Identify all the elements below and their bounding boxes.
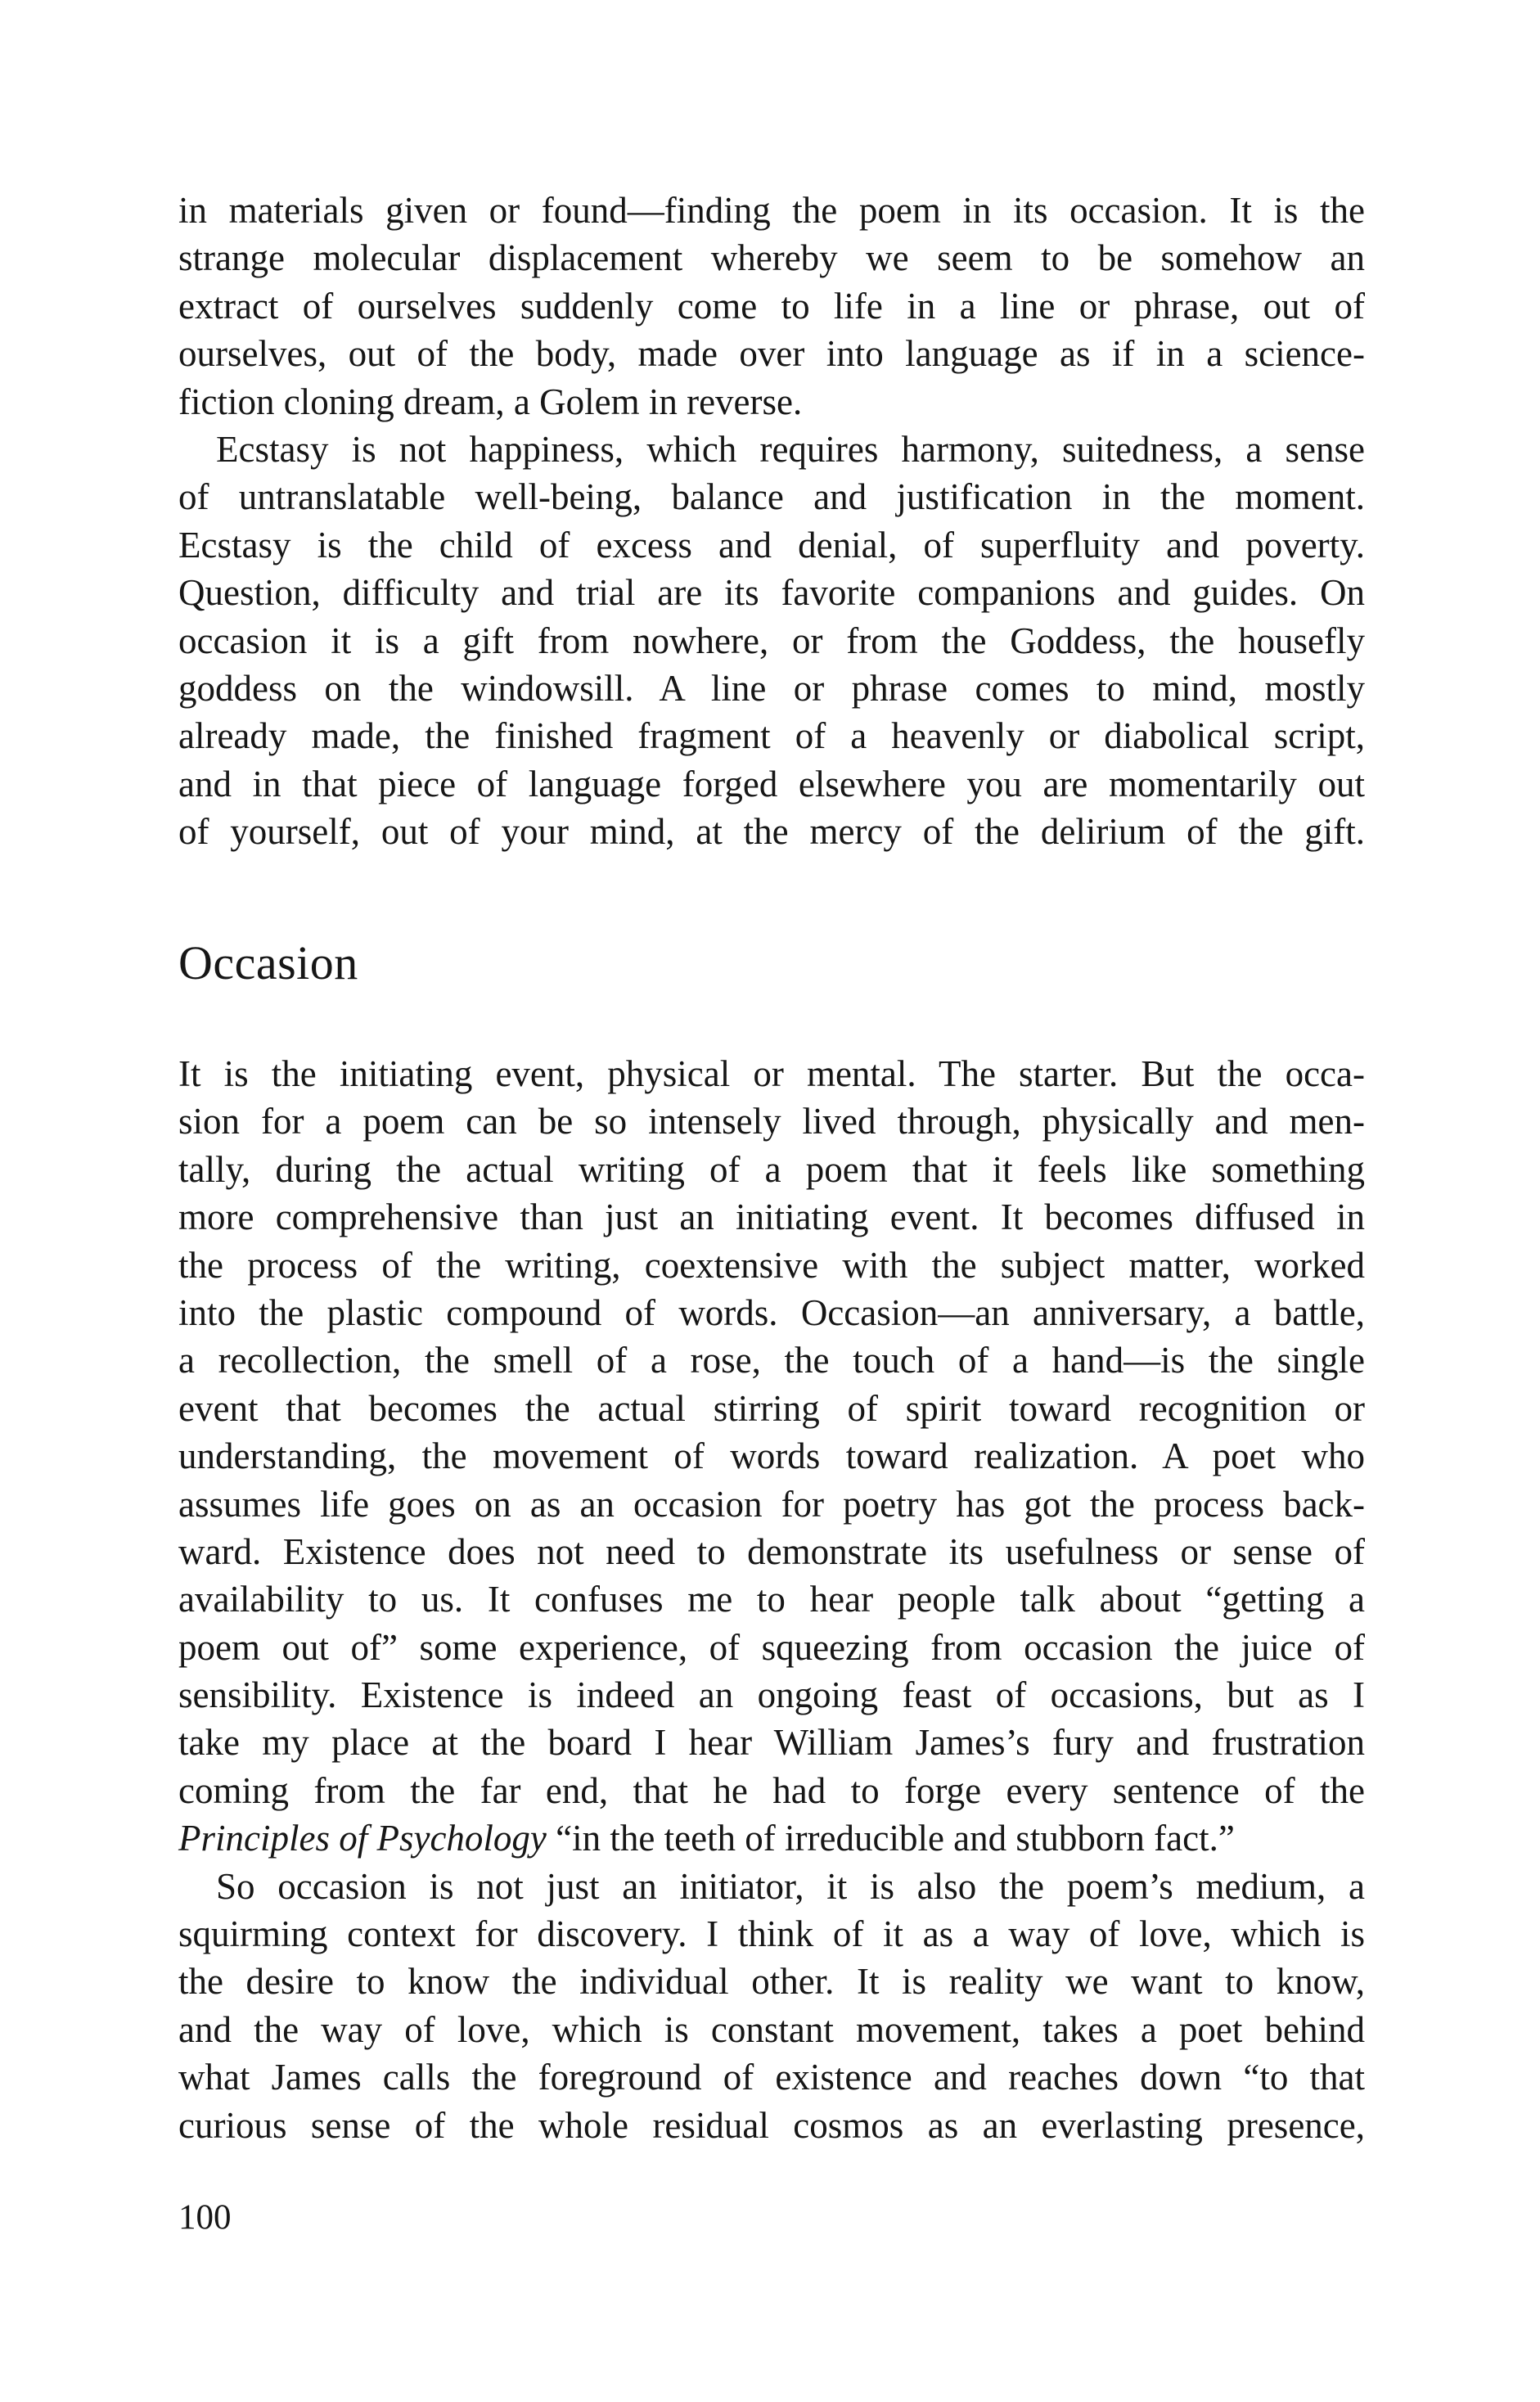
text-line: Question, difficulty and trial are its favorite companions and guides. On bbox=[178, 572, 1365, 614]
text-line: what James calls the foreground of existence and reaches down “to that bbox=[178, 2057, 1365, 2098]
text-line: fiction cloning dream, a Golem in reverse. bbox=[178, 381, 803, 422]
text-line: of yourself, out of your mind, at the mercy of the delirium of the gift. bbox=[178, 811, 1365, 853]
text-line: already made, the finished fragment of a heavenly or diabolical script, bbox=[178, 715, 1365, 757]
text-line: a recollection, the smell of a rose, the touch of a hand—is the single bbox=[178, 1340, 1365, 1381]
text-line: ward. Existence does not need to demonstrate its usefulness or sense of bbox=[178, 1530, 1365, 1572]
quote-text: “in the teeth of irreducible and stubborn fact.” bbox=[546, 1818, 1235, 1859]
text-line: sensibility. Existence is indeed an ongoing feast of occasions, but as I bbox=[178, 1674, 1365, 1716]
text-line: in materials given or found—finding the poem in its occasion. It is the bbox=[178, 190, 1365, 231]
section-text bbox=[178, 1050, 1365, 2149]
text-line: availability to us. It confuses me to hear people talk about “getting a bbox=[178, 1579, 1365, 1620]
text-line-with-title bbox=[178, 1814, 1365, 1862]
text-line: the process of the writing, coextensive with the subject matter, worked bbox=[178, 1244, 1365, 1286]
text-line: understanding, the movement of words toward realization. A poet who bbox=[178, 1435, 1365, 1477]
text-line: and in that piece of language forged elsewhere you are momentarily out bbox=[178, 763, 1365, 804]
text-line: and the way of love, which is constant movement, takes a poet behind bbox=[178, 2008, 1365, 2050]
text-line: strange molecular displacement whereby we seem to be somehow an bbox=[178, 237, 1365, 279]
text-line: Ecstasy is the child of excess and denial, of superfluity and poverty. bbox=[178, 524, 1365, 566]
text-line: the desire to know the individual other. It is reality we want to know, bbox=[178, 1961, 1365, 2003]
text-line: curious sense of the whole residual cosmos as an everlasting presence, bbox=[178, 2104, 1365, 2146]
text-line: sion for a poem can be so intensely lived through, physically and men- bbox=[178, 1101, 1365, 1142]
text-line: occasion it is a gift from nowhere, or from the Goddess, the housefly bbox=[178, 620, 1365, 661]
text-line: into the plastic compound of words. Occasion—an anniversary, a battle, bbox=[178, 1291, 1365, 1333]
text-line: goddess on the windowsill. A line or phrase comes to mind, mostly bbox=[178, 667, 1365, 709]
text-line: take my place at the board I hear William James’s fury and frustration bbox=[178, 1722, 1365, 1764]
text-line: coming from the far end, that he had to forge every sentence of the bbox=[178, 1769, 1365, 1811]
text-line: Ecstasy is not happiness, which requires harmony, suitedness, a sense bbox=[216, 428, 1365, 470]
text-line: extract of ourselves suddenly come to life in a line or phrase, out of bbox=[178, 285, 1365, 327]
text-line: tally, during the actual writing of a poem that it feels like something bbox=[178, 1148, 1365, 1190]
text-line: So occasion is not just an initiator, it is also the poem’s medium, a bbox=[216, 1865, 1365, 1907]
page-number: 100 bbox=[178, 2198, 232, 2237]
text-line: poem out of” some experience, of squeezing from occasion the juice of bbox=[178, 1626, 1365, 1668]
text-line: of untranslatable well-being, balance and justification in the moment. bbox=[178, 476, 1365, 518]
text-line: squirming context for discovery. I think of it as a way of love, which is bbox=[178, 1913, 1365, 1955]
text-line: event that becomes the actual stirring of spirit toward recognition or bbox=[178, 1387, 1365, 1429]
intro-text bbox=[178, 187, 1365, 855]
text-line: It is the initiating event, physical or mental. The starter. But the occa- bbox=[178, 1053, 1365, 1094]
text-line: assumes life goes on as an occasion for poetry has got the process back- bbox=[178, 1483, 1365, 1525]
book-title: Principles of Psychology bbox=[178, 1818, 547, 1859]
text-line: ourselves, out of the body, made over into language as if in a science- bbox=[178, 333, 1365, 375]
section-heading: Occasion bbox=[178, 936, 358, 989]
text-line: more comprehensive than just an initiating event. It becomes diffused in bbox=[178, 1196, 1365, 1238]
